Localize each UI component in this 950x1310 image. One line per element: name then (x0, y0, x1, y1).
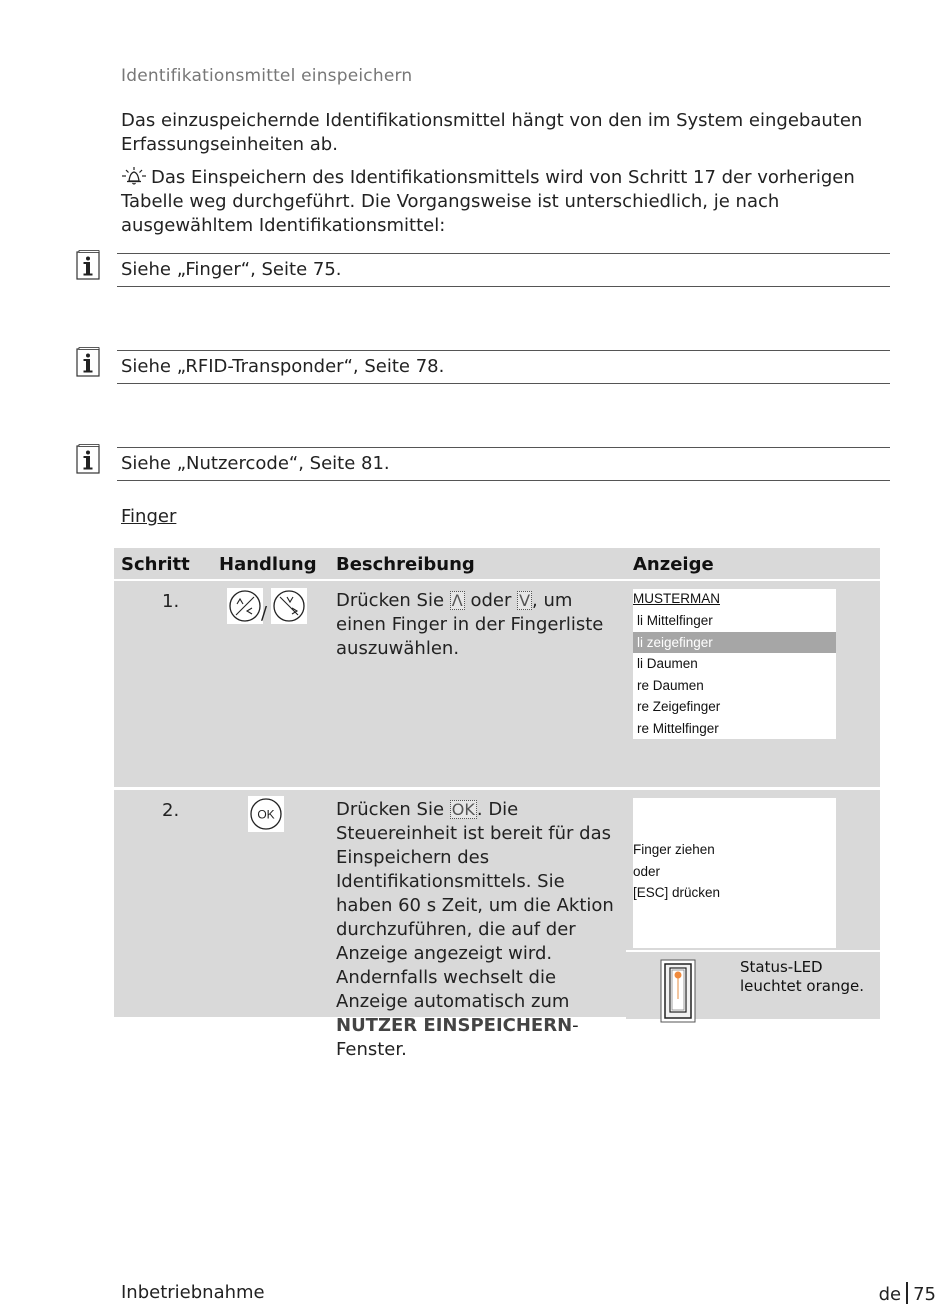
ok-button-label: OK (257, 807, 275, 822)
footer-language: de (878, 1284, 902, 1305)
ok-key: OK (451, 800, 475, 819)
list-item: re Zeigefinger (637, 699, 721, 714)
step-number: 1. (162, 591, 180, 612)
info-note-text: Siehe „Finger“, Seite 75. (121, 259, 342, 280)
list-item-selected: li zeigefinger (633, 632, 836, 653)
header-action: Handlung (219, 554, 317, 575)
list-item: li Mittelfinger (637, 613, 713, 628)
info-icon (76, 444, 100, 474)
step-number: 2. (162, 800, 180, 821)
footer-separator (906, 1282, 908, 1304)
display-line: Finger ziehen (633, 842, 715, 857)
arrow-up-button-icon (227, 588, 263, 624)
info-note (117, 350, 890, 384)
info-note-text: Siehe „Nutzercode“, Seite 81. (121, 453, 390, 474)
fingerprint-reader-led-icon (660, 959, 696, 1023)
header-step: Schritt (121, 554, 190, 575)
list-item: li Daumen (637, 656, 698, 671)
arrow-down-button-icon (271, 588, 307, 624)
note-paragraph (121, 166, 881, 238)
down-key: V (519, 591, 531, 610)
table-row (114, 790, 880, 1060)
info-note (117, 253, 890, 287)
ok-button-icon (248, 796, 284, 832)
display-line: [ESC] drücken (633, 885, 721, 900)
info-icon (76, 347, 100, 377)
header-description: Beschreibung (336, 554, 475, 575)
status-led-text: Status-LED leuchtet orange. (740, 958, 864, 995)
subsection-heading: Finger (121, 506, 177, 527)
info-note-text: Siehe „RFID-Transponder“, Seite 78. (121, 356, 445, 377)
footer-page-info (879, 1282, 936, 1305)
info-icon (76, 250, 100, 280)
footer-chapter: Inbetriebnahme (121, 1282, 265, 1303)
note-text: Das Einspeichern des Identifikationsmittels wird von Schritt 17 der vorherigen Tabelle weg durchgeführt. Die Vorgangsweise ist unterschiedlich, je nach ausgewähltem Identifikationsmittel: (121, 167, 855, 236)
display-title: MUSTERMAN (633, 591, 720, 606)
section-title: Identifikationsmittel einspeichern (121, 66, 413, 86)
info-note (117, 447, 890, 481)
step-description: Drücken Sie Λ oder V , um einen Finger in der Fingerliste auszuwählen. (336, 590, 604, 659)
display-instruction (633, 798, 836, 948)
header-display: Anzeige (633, 554, 714, 575)
table-row (114, 581, 880, 787)
alarm-bell-icon (121, 166, 147, 186)
display-finger-list (633, 589, 836, 739)
action-separator: / (261, 603, 268, 624)
list-item: re Mittelfinger (637, 721, 719, 736)
list-item: re Daumen (637, 678, 704, 693)
page-number: 75 (913, 1284, 936, 1305)
steps-table (114, 548, 880, 1060)
display-line: oder (633, 864, 661, 879)
window-name: NUTZER EINSPEICHERN (336, 1015, 573, 1036)
status-led-panel (626, 950, 880, 1019)
step-description: Drücken Sie OK . Die Steuereinheit ist bereit für das Einspeichern des Identifikationsmittels. Sie haben 60 s Zeit, um die Aktion durchzuführen, die auf der Anzeige angezeigt wird. Andernfalls wechselt die Anzeige automatisch zum NUTZER EINSPEICHERN-Fenster. (336, 799, 614, 1060)
intro-paragraph: Das einzuspeichernde Identifikationsmittel hängt von den im System eingebauten Erfassungseinheiten ab. (121, 110, 863, 155)
up-key: Λ (451, 591, 463, 610)
table-header (114, 548, 880, 579)
